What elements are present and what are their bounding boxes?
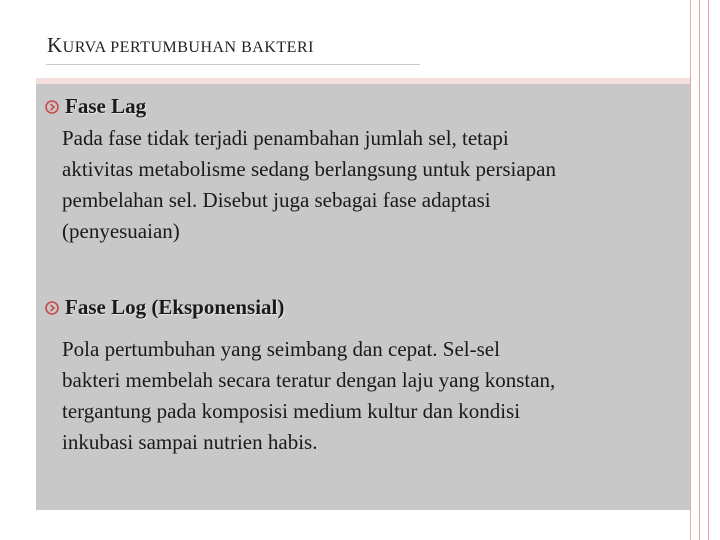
bullet-fase-log: [45, 295, 284, 320]
circle-arrow-right-icon: [45, 301, 59, 315]
bullet-fase-lag: [45, 94, 146, 119]
bullet-heading: Fase Lag: [65, 94, 147, 118]
title-first-letter: K: [47, 33, 63, 57]
right-border-line: [690, 0, 691, 540]
circle-arrow-right-icon: [45, 100, 59, 114]
bullet-paragraph: Pada fase tidak terjadi penambahan jumlah sel, tetapi aktivitas metabolisme sedang berlangsung untuk persiapan pembelahan sel. Disebut juga sebagai fase adaptasi (penyesuaian): [62, 126, 556, 243]
right-border-line: [699, 0, 700, 540]
slide-title: [47, 33, 314, 58]
bullet-heading: Fase Log (Eksponensial): [65, 295, 285, 319]
bullet-paragraph: Pola pertumbuhan yang seimbang dan cepat. Sel-sel bakteri membelah secara teratur dengan laju yang konstan, tergantung pada komposisi medium kultur dan kondisi inkubasi sampai nutrien habis.: [62, 337, 556, 454]
content-panel: [36, 84, 690, 510]
right-border-line: [708, 0, 709, 540]
title-rest: URVA PERTUMBUHAN BAKTERI: [62, 39, 314, 56]
title-underline: [46, 64, 420, 65]
